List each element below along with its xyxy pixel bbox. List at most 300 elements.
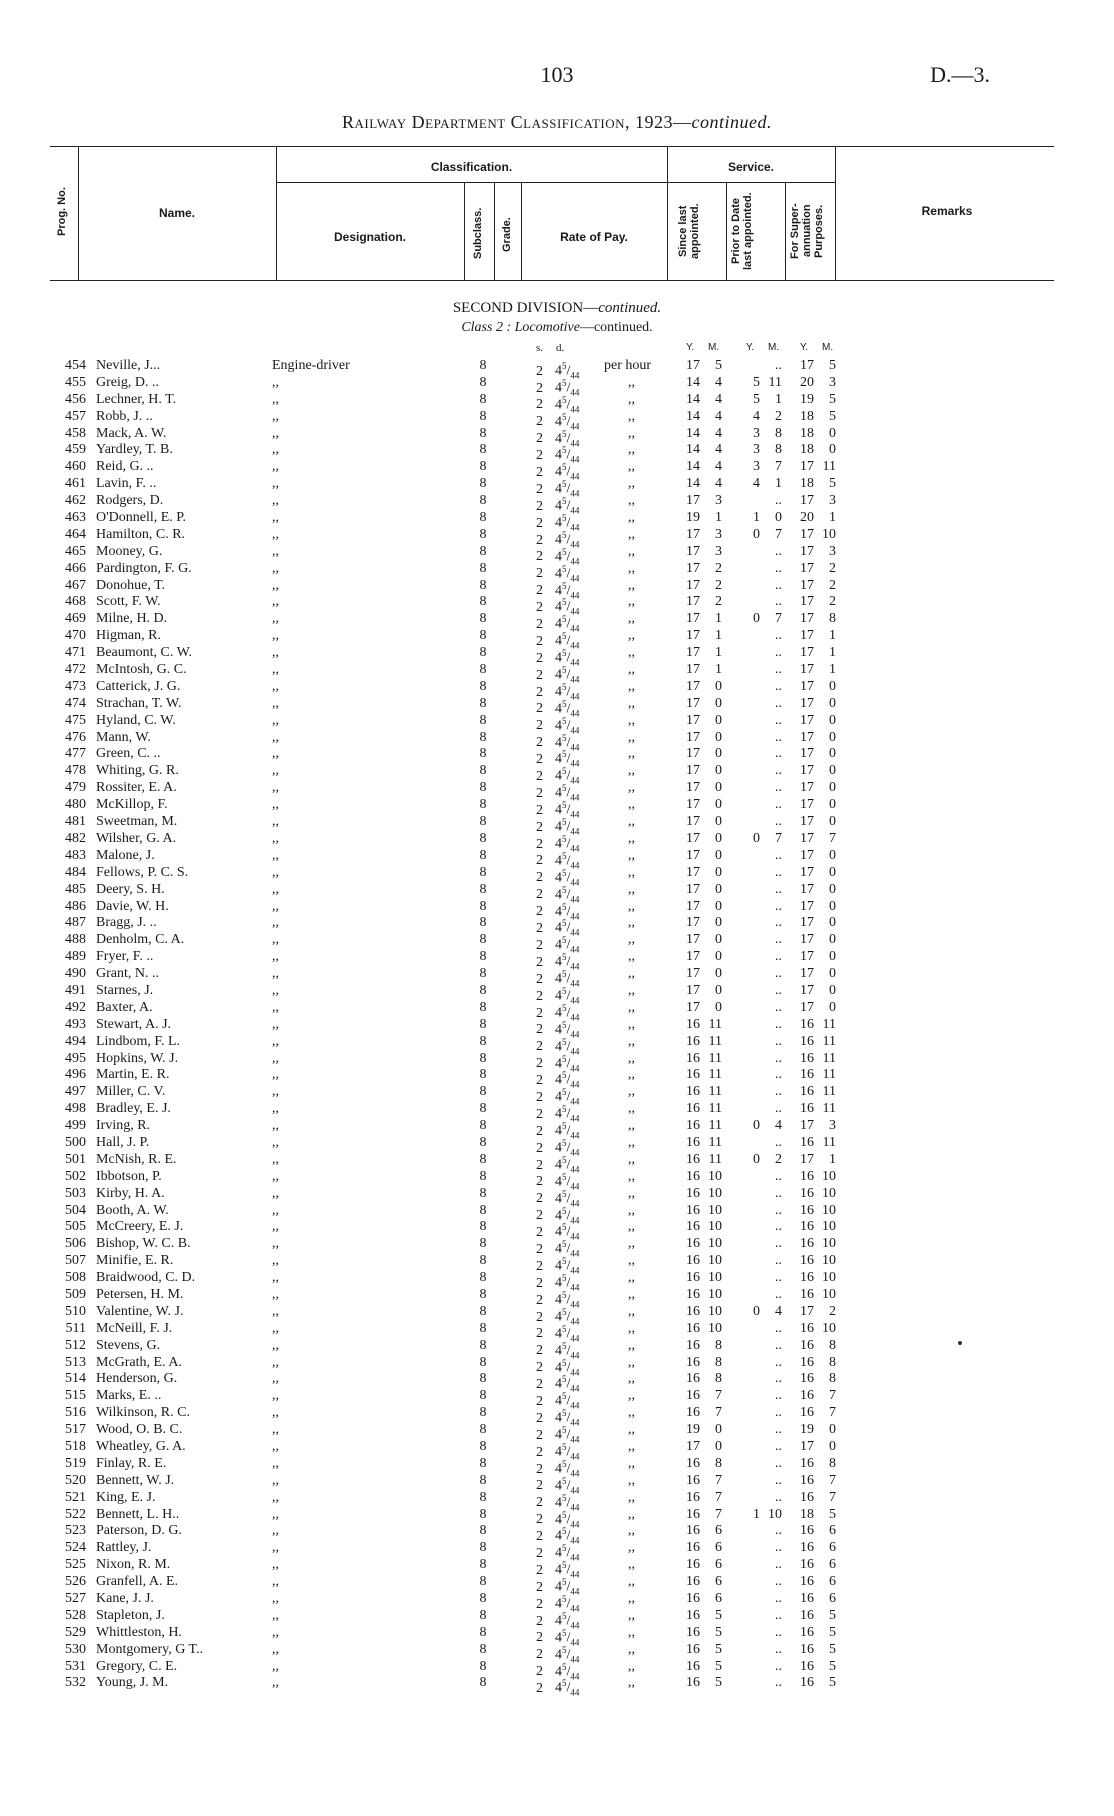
unit-months: M. bbox=[822, 342, 834, 353]
employee-name: Kane, J. J. bbox=[96, 1591, 154, 1607]
rate-of-pay: 2 $4^5/_{44}$ bbox=[536, 1205, 580, 1225]
prior-months: .. bbox=[775, 999, 782, 1015]
rate-fraction-den: 44 bbox=[570, 792, 580, 803]
rate-fraction-den: 44 bbox=[570, 1282, 580, 1293]
rate-pence: 4 bbox=[555, 600, 562, 616]
super-months: 10 bbox=[822, 1219, 836, 1235]
rate-pence: 4 bbox=[555, 1123, 562, 1139]
since-last-months: 0 bbox=[715, 982, 722, 998]
rate-shillings: 2 bbox=[536, 1106, 543, 1122]
unit-years: Y. bbox=[800, 342, 809, 353]
rate-fraction-num: 5 bbox=[562, 867, 567, 878]
subclass: 8 bbox=[479, 493, 487, 509]
table-row bbox=[0, 526, 1114, 550]
subclass: 8 bbox=[479, 1624, 487, 1640]
prog-no: 500 bbox=[65, 1134, 86, 1150]
table-row bbox=[0, 1540, 1114, 1563]
since-last-years: 16 bbox=[686, 1388, 700, 1404]
rate-of-pay: 2 $4^5/_{44}$ bbox=[536, 546, 580, 567]
table-row bbox=[0, 1286, 1114, 1310]
rate-of-pay: 2 $4^5/_{44}$ bbox=[536, 1408, 580, 1428]
rate-of-pay: 2 $4^5/_{44}$ bbox=[536, 1661, 580, 1682]
rate-pence: 4 bbox=[555, 718, 562, 734]
super-years: 16 bbox=[800, 1050, 814, 1066]
rate-shillings: 2 bbox=[536, 1664, 543, 1680]
since-last-months: 0 bbox=[715, 898, 722, 914]
rate-unit: ,, bbox=[628, 949, 635, 965]
rate-fraction-num: 5 bbox=[562, 1239, 567, 1250]
rate-fraction-num: 5 bbox=[562, 1425, 567, 1436]
rate-shillings: 2 bbox=[536, 1174, 543, 1190]
rate-of-pay: 2 $4^5/_{44}$ bbox=[536, 1374, 580, 1394]
rate-fraction-den: 44 bbox=[570, 877, 580, 888]
super-months: 0 bbox=[829, 982, 836, 998]
rate-fraction-den: 44 bbox=[570, 1671, 580, 1682]
employee-table bbox=[0, 358, 1114, 1698]
subclass: 8 bbox=[479, 1303, 487, 1319]
table-row bbox=[0, 763, 1114, 786]
super-years: 17 bbox=[800, 830, 814, 846]
prior-months: 2 bbox=[775, 1151, 782, 1167]
since-last-years: 17 bbox=[686, 814, 700, 830]
prior-months: .. bbox=[775, 949, 782, 965]
since-last-months: 0 bbox=[715, 915, 722, 931]
subclass: 8 bbox=[479, 1607, 487, 1623]
prog-no: 477 bbox=[65, 746, 86, 762]
since-last-years: 17 bbox=[686, 645, 700, 661]
designation: ,, bbox=[272, 1489, 279, 1505]
prog-no: 502 bbox=[65, 1168, 86, 1184]
prog-no: 466 bbox=[65, 560, 86, 576]
rate-shillings: 2 bbox=[536, 853, 543, 869]
since-last-months: 3 bbox=[715, 493, 722, 509]
rate-fraction-den: 44 bbox=[570, 775, 580, 786]
rate-pence: 4 bbox=[555, 904, 562, 920]
super-months: 0 bbox=[829, 712, 836, 728]
super-years: 16 bbox=[800, 1168, 814, 1184]
rate-shillings: 2 bbox=[536, 397, 543, 413]
since-last-months: 2 bbox=[715, 577, 722, 593]
super-years: 16 bbox=[800, 1455, 814, 1471]
table-row bbox=[0, 1354, 1114, 1377]
table-row bbox=[0, 1489, 1114, 1513]
rate-fraction-den: 44 bbox=[570, 1316, 580, 1327]
super-months: 5 bbox=[829, 1641, 836, 1657]
rate-pence: 4 bbox=[555, 431, 562, 447]
rate-pence: 4 bbox=[555, 549, 562, 565]
rate-unit: ,, bbox=[628, 1624, 635, 1640]
rate-fraction-den: 44 bbox=[570, 421, 580, 432]
rate-fraction-num: 5 bbox=[562, 1289, 567, 1300]
rate-pence: 4 bbox=[555, 769, 562, 785]
prog-no: 516 bbox=[65, 1405, 86, 1421]
col-name: Name. bbox=[158, 206, 196, 220]
super-months: 0 bbox=[829, 881, 836, 897]
rate-fraction-den: 44 bbox=[570, 1552, 580, 1563]
prior-months: .. bbox=[775, 1168, 782, 1184]
rate-fraction-num: 5 bbox=[562, 1678, 567, 1689]
rate-shillings: 2 bbox=[536, 1630, 543, 1646]
super-months: 7 bbox=[829, 830, 836, 846]
rate-unit: ,, bbox=[628, 1489, 635, 1505]
since-last-years: 17 bbox=[686, 898, 700, 914]
employee-name: Gregory, C. E. bbox=[96, 1658, 178, 1674]
unit-months: M. bbox=[708, 342, 720, 353]
rate-shillings: 2 bbox=[536, 1444, 543, 1460]
super-years: 16 bbox=[800, 1405, 814, 1421]
super-years: 17 bbox=[800, 864, 814, 880]
rate-of-pay: 2 $4^5/_{44}$ bbox=[536, 1627, 580, 1648]
designation: ,, bbox=[272, 662, 279, 678]
since-last-years: 14 bbox=[686, 374, 700, 390]
prog-no: 496 bbox=[65, 1067, 86, 1083]
since-last-years: 17 bbox=[686, 949, 700, 965]
super-months: 0 bbox=[829, 915, 836, 931]
subclass: 8 bbox=[479, 763, 487, 779]
rate-unit: ,, bbox=[628, 1168, 635, 1184]
super-years: 16 bbox=[800, 1320, 814, 1336]
since-last-months: 0 bbox=[715, 949, 722, 965]
since-last-years: 16 bbox=[686, 1236, 700, 1252]
table-row bbox=[0, 1320, 1114, 1344]
super-years: 16 bbox=[800, 1219, 814, 1235]
designation: ,, bbox=[272, 1320, 279, 1336]
employee-name: Bennett, W. J. bbox=[96, 1472, 175, 1488]
prior-months: .. bbox=[775, 1624, 782, 1640]
rate-of-pay: 2 $4^5/_{44}$ bbox=[536, 817, 580, 837]
since-last-years: 16 bbox=[686, 1253, 700, 1269]
employee-name: Nixon, R. M. bbox=[96, 1557, 171, 1573]
rate-pence: 4 bbox=[555, 1461, 562, 1477]
super-months: 8 bbox=[829, 1371, 836, 1387]
designation: ,, bbox=[272, 1084, 279, 1100]
subclass: 8 bbox=[479, 780, 487, 796]
designation: ,, bbox=[272, 966, 279, 982]
subclass: 8 bbox=[479, 982, 487, 998]
since-last-years: 17 bbox=[686, 780, 700, 796]
designation: ,, bbox=[272, 1557, 279, 1573]
super-months: 10 bbox=[822, 1202, 836, 1218]
table-row bbox=[0, 746, 1114, 769]
prog-no: 511 bbox=[65, 1320, 86, 1336]
prior-months: .. bbox=[775, 1422, 782, 1438]
prior-months: .. bbox=[775, 1253, 782, 1269]
subclass: 8 bbox=[479, 1101, 487, 1117]
prior-months: .. bbox=[775, 577, 782, 593]
rate-unit: ,, bbox=[628, 628, 635, 644]
employee-name: Marks, E. .. bbox=[96, 1388, 162, 1404]
rate-pence: 4 bbox=[555, 1089, 562, 1105]
prog-no: 508 bbox=[65, 1270, 86, 1286]
rate-fraction-den: 44 bbox=[570, 1012, 580, 1023]
rate-fraction-den: 44 bbox=[570, 454, 580, 465]
employee-name: McNeill, F. J. bbox=[96, 1320, 173, 1336]
since-last-months: 5 bbox=[715, 1624, 722, 1640]
prior-years: 3 bbox=[753, 425, 760, 441]
since-last-years: 16 bbox=[686, 1506, 700, 1522]
rate-fraction-den: 44 bbox=[570, 725, 580, 736]
since-last-years: 17 bbox=[686, 526, 700, 542]
employee-name: Neville, J... bbox=[96, 358, 161, 373]
rate-pence: 4 bbox=[555, 954, 562, 970]
subclass: 8 bbox=[479, 1489, 487, 1505]
super-years: 17 bbox=[800, 847, 814, 863]
rate-fraction-den: 44 bbox=[570, 1231, 580, 1242]
rate-shillings: 2 bbox=[536, 785, 543, 801]
since-last-years: 16 bbox=[686, 1219, 700, 1235]
table-row bbox=[0, 493, 1114, 516]
rate-fraction-num: 5 bbox=[562, 513, 567, 524]
employee-name: Wheatley, G. A. bbox=[96, 1439, 186, 1454]
subclass: 8 bbox=[479, 1320, 487, 1336]
rate-fraction-den: 44 bbox=[570, 1502, 580, 1513]
rate-unit: ,, bbox=[628, 1439, 635, 1454]
rate-fraction-num: 5 bbox=[562, 648, 567, 659]
employee-name: Denholm, C. A. bbox=[96, 932, 185, 948]
rate-shillings: 2 bbox=[536, 802, 543, 818]
rate-fraction-den: 44 bbox=[570, 1079, 580, 1090]
super-years: 17 bbox=[800, 662, 814, 678]
since-last-years: 17 bbox=[686, 746, 700, 762]
super-months: 0 bbox=[829, 847, 836, 863]
prog-no: 492 bbox=[65, 999, 86, 1015]
rate-pence: 4 bbox=[555, 819, 562, 835]
rate-fraction-den: 44 bbox=[570, 1265, 580, 1276]
rate-shillings: 2 bbox=[536, 887, 543, 903]
employee-name: Lechner, H. T. bbox=[96, 391, 177, 407]
rate-pence: 4 bbox=[555, 1529, 562, 1545]
prog-no: 495 bbox=[65, 1050, 86, 1066]
rate-pence: 4 bbox=[555, 1073, 562, 1089]
prog-no: 488 bbox=[65, 932, 86, 948]
division-continued: continued. bbox=[598, 300, 662, 316]
super-years: 17 bbox=[800, 898, 814, 914]
since-last-years: 17 bbox=[686, 932, 700, 948]
since-last-months: 3 bbox=[715, 543, 722, 559]
rate-shillings: 2 bbox=[536, 1073, 543, 1089]
rate-of-pay: 2 $4^5/_{44}$ bbox=[536, 1256, 580, 1276]
prior-months: .. bbox=[775, 543, 782, 559]
since-last-years: 16 bbox=[686, 1455, 700, 1471]
prior-months: .. bbox=[775, 1033, 782, 1049]
rate-of-pay: 2 $4^5/_{44}$ bbox=[536, 1577, 580, 1597]
prior-months: .. bbox=[775, 1675, 782, 1691]
rate-pence: 4 bbox=[555, 971, 562, 987]
designation: ,, bbox=[272, 493, 279, 509]
prior-months: 7 bbox=[775, 830, 782, 846]
super-months: 7 bbox=[829, 1405, 836, 1421]
rate-unit: ,, bbox=[628, 830, 635, 846]
document-code: D.—3. bbox=[930, 62, 990, 87]
super-months: 0 bbox=[829, 966, 836, 982]
prior-months: .. bbox=[775, 1016, 782, 1032]
designation: ,, bbox=[272, 510, 279, 526]
table-row bbox=[0, 712, 1114, 736]
rate-fraction-num: 5 bbox=[562, 1070, 567, 1081]
since-last-months: 2 bbox=[715, 560, 722, 576]
rate-fraction-den: 44 bbox=[570, 1519, 580, 1530]
designation: ,, bbox=[272, 678, 279, 694]
since-last-years: 17 bbox=[686, 678, 700, 694]
since-last-years: 16 bbox=[686, 1084, 700, 1100]
employee-name: Pardington, F. G. bbox=[96, 560, 192, 576]
prior-months: .. bbox=[775, 763, 782, 779]
rate-shillings: 2 bbox=[536, 1377, 543, 1393]
super-months: 3 bbox=[829, 493, 836, 509]
super-years: 17 bbox=[800, 594, 814, 610]
designation: ,, bbox=[272, 1472, 279, 1488]
table-row bbox=[0, 1574, 1114, 1597]
subclass: 8 bbox=[479, 898, 487, 914]
super-years: 17 bbox=[800, 814, 814, 830]
subclass: 8 bbox=[479, 611, 487, 627]
prog-no: 529 bbox=[65, 1624, 86, 1640]
rate-pence: 4 bbox=[555, 566, 562, 582]
col-divider bbox=[726, 182, 727, 280]
since-last-months: 8 bbox=[715, 1371, 722, 1387]
table-row bbox=[0, 476, 1114, 499]
rate-unit: ,, bbox=[628, 746, 635, 762]
rate-pence: 4 bbox=[555, 735, 562, 751]
rate-fraction-num: 5 bbox=[562, 1256, 567, 1267]
rate-of-pay: 2 $4^5/_{44}$ bbox=[536, 1458, 580, 1479]
rate-fraction-num: 5 bbox=[562, 529, 567, 540]
designation: ,, bbox=[272, 526, 279, 542]
rate-of-pay: 2 $4^5/_{44}$ bbox=[536, 766, 580, 786]
subclass: 8 bbox=[479, 966, 487, 982]
rate-fraction-den: 44 bbox=[570, 1333, 580, 1344]
prog-no: 527 bbox=[65, 1591, 86, 1607]
rate-fraction-num: 5 bbox=[562, 1442, 567, 1452]
rate-unit: ,, bbox=[628, 1286, 635, 1302]
prior-months: .. bbox=[775, 1219, 782, 1235]
rate-fraction-den: 44 bbox=[570, 1451, 580, 1462]
since-last-years: 16 bbox=[686, 1286, 700, 1302]
rate-unit: ,, bbox=[628, 1658, 635, 1674]
rate-unit: ,, bbox=[628, 847, 635, 863]
rate-of-pay: 2 $4^5/_{44}$ bbox=[536, 394, 580, 415]
rate-fraction-num: 5 bbox=[562, 1509, 567, 1520]
rate-fraction-num: 5 bbox=[562, 783, 567, 794]
rate-fraction-den: 44 bbox=[570, 1164, 580, 1175]
rate-of-pay: 2 $4^5/_{44}$ bbox=[536, 428, 580, 449]
subclass: 8 bbox=[479, 1388, 487, 1404]
table-row bbox=[0, 1134, 1114, 1158]
designation: ,, bbox=[272, 611, 279, 627]
since-last-months: 11 bbox=[708, 1101, 722, 1117]
super-years: 17 bbox=[800, 611, 814, 627]
prog-no: 503 bbox=[65, 1185, 86, 1201]
title-year: 1923— bbox=[635, 112, 692, 132]
table-row bbox=[0, 374, 1114, 398]
rate-fraction-den: 44 bbox=[570, 927, 580, 938]
since-last-months: 0 bbox=[715, 847, 722, 863]
table-row bbox=[0, 1557, 1114, 1580]
since-last-years: 16 bbox=[686, 1540, 700, 1556]
prog-no: 521 bbox=[65, 1489, 86, 1505]
rate-unit: ,, bbox=[628, 1591, 635, 1607]
rate-of-pay: 2 $4^5/_{44}$ bbox=[536, 783, 580, 803]
prog-no: 479 bbox=[65, 780, 86, 796]
rate-fraction-num: 5 bbox=[562, 1475, 567, 1486]
employee-name: Bishop, W. C. B. bbox=[96, 1236, 191, 1252]
col-divider bbox=[785, 182, 786, 280]
rate-shillings: 2 bbox=[536, 650, 543, 666]
rate-pence: 4 bbox=[555, 1647, 562, 1663]
designation: ,, bbox=[272, 1236, 279, 1252]
rate-shillings: 2 bbox=[536, 1410, 543, 1426]
rate-shillings: 2 bbox=[536, 684, 543, 700]
rate-fraction-num: 5 bbox=[562, 614, 567, 625]
rate-fraction-den: 44 bbox=[570, 556, 580, 567]
rate-pence: 4 bbox=[555, 667, 562, 683]
since-last-months: 3 bbox=[715, 526, 722, 542]
rate-fraction-num: 5 bbox=[562, 1526, 567, 1537]
super-years: 16 bbox=[800, 1185, 814, 1201]
prior-months: .. bbox=[775, 982, 782, 998]
table-row bbox=[0, 1388, 1114, 1411]
employee-name: Bradley, E. J. bbox=[96, 1101, 171, 1117]
prior-months: .. bbox=[775, 1574, 782, 1590]
table-row bbox=[0, 560, 1114, 584]
rate-of-pay: 2 $4^5/_{44}$ bbox=[536, 1239, 580, 1259]
rate-unit: ,, bbox=[628, 1134, 635, 1150]
prior-months: .. bbox=[775, 1439, 782, 1454]
since-last-months: 10 bbox=[708, 1168, 722, 1184]
rate-pence: 4 bbox=[555, 1664, 562, 1680]
subclass: 8 bbox=[479, 729, 487, 745]
super-months: 10 bbox=[822, 1236, 836, 1252]
rate-shillings: 2 bbox=[536, 1039, 543, 1055]
prior-years: 0 bbox=[753, 1151, 760, 1167]
employee-name: Hall, J. P. bbox=[96, 1134, 150, 1150]
rate-of-pay: 2 $4^5/_{44}$ bbox=[536, 1340, 580, 1361]
rate-shillings: 2 bbox=[536, 1529, 543, 1545]
header-bottom-rule bbox=[50, 280, 1054, 281]
since-last-months: 10 bbox=[708, 1303, 722, 1319]
since-last-months: 1 bbox=[715, 645, 722, 661]
employee-name: Sweetman, M. bbox=[96, 814, 178, 830]
rate-shillings: 2 bbox=[536, 870, 543, 886]
since-last-years: 17 bbox=[686, 695, 700, 711]
class-continued: —continued. bbox=[579, 320, 653, 335]
since-last-months: 10 bbox=[708, 1270, 722, 1286]
prog-no: 471 bbox=[65, 645, 86, 661]
prior-years: 0 bbox=[753, 611, 760, 627]
super-months: 1 bbox=[829, 645, 836, 661]
table-row bbox=[0, 1067, 1114, 1090]
super-months: 11 bbox=[822, 1134, 836, 1150]
designation: ,, bbox=[272, 1354, 279, 1370]
since-last-years: 17 bbox=[686, 358, 700, 373]
super-months: 10 bbox=[822, 1270, 836, 1286]
rate-pence: 4 bbox=[555, 1377, 562, 1393]
since-last-months: 11 bbox=[708, 1016, 722, 1032]
table-row bbox=[0, 1641, 1114, 1665]
super-months: 5 bbox=[829, 1658, 836, 1674]
prog-no: 460 bbox=[65, 459, 86, 475]
super-years: 17 bbox=[800, 999, 814, 1015]
subclass: 8 bbox=[479, 459, 487, 475]
since-last-years: 16 bbox=[686, 1472, 700, 1488]
rate-pence: 4 bbox=[555, 1022, 562, 1038]
super-years: 17 bbox=[800, 358, 814, 373]
since-last-years: 17 bbox=[686, 729, 700, 745]
rate-fraction-den: 44 bbox=[570, 758, 580, 769]
rate-of-pay: 2 $4^5/_{44}$ bbox=[536, 462, 580, 482]
rate-fraction-den: 44 bbox=[570, 370, 580, 381]
rate-shillings: 2 bbox=[536, 1022, 543, 1038]
